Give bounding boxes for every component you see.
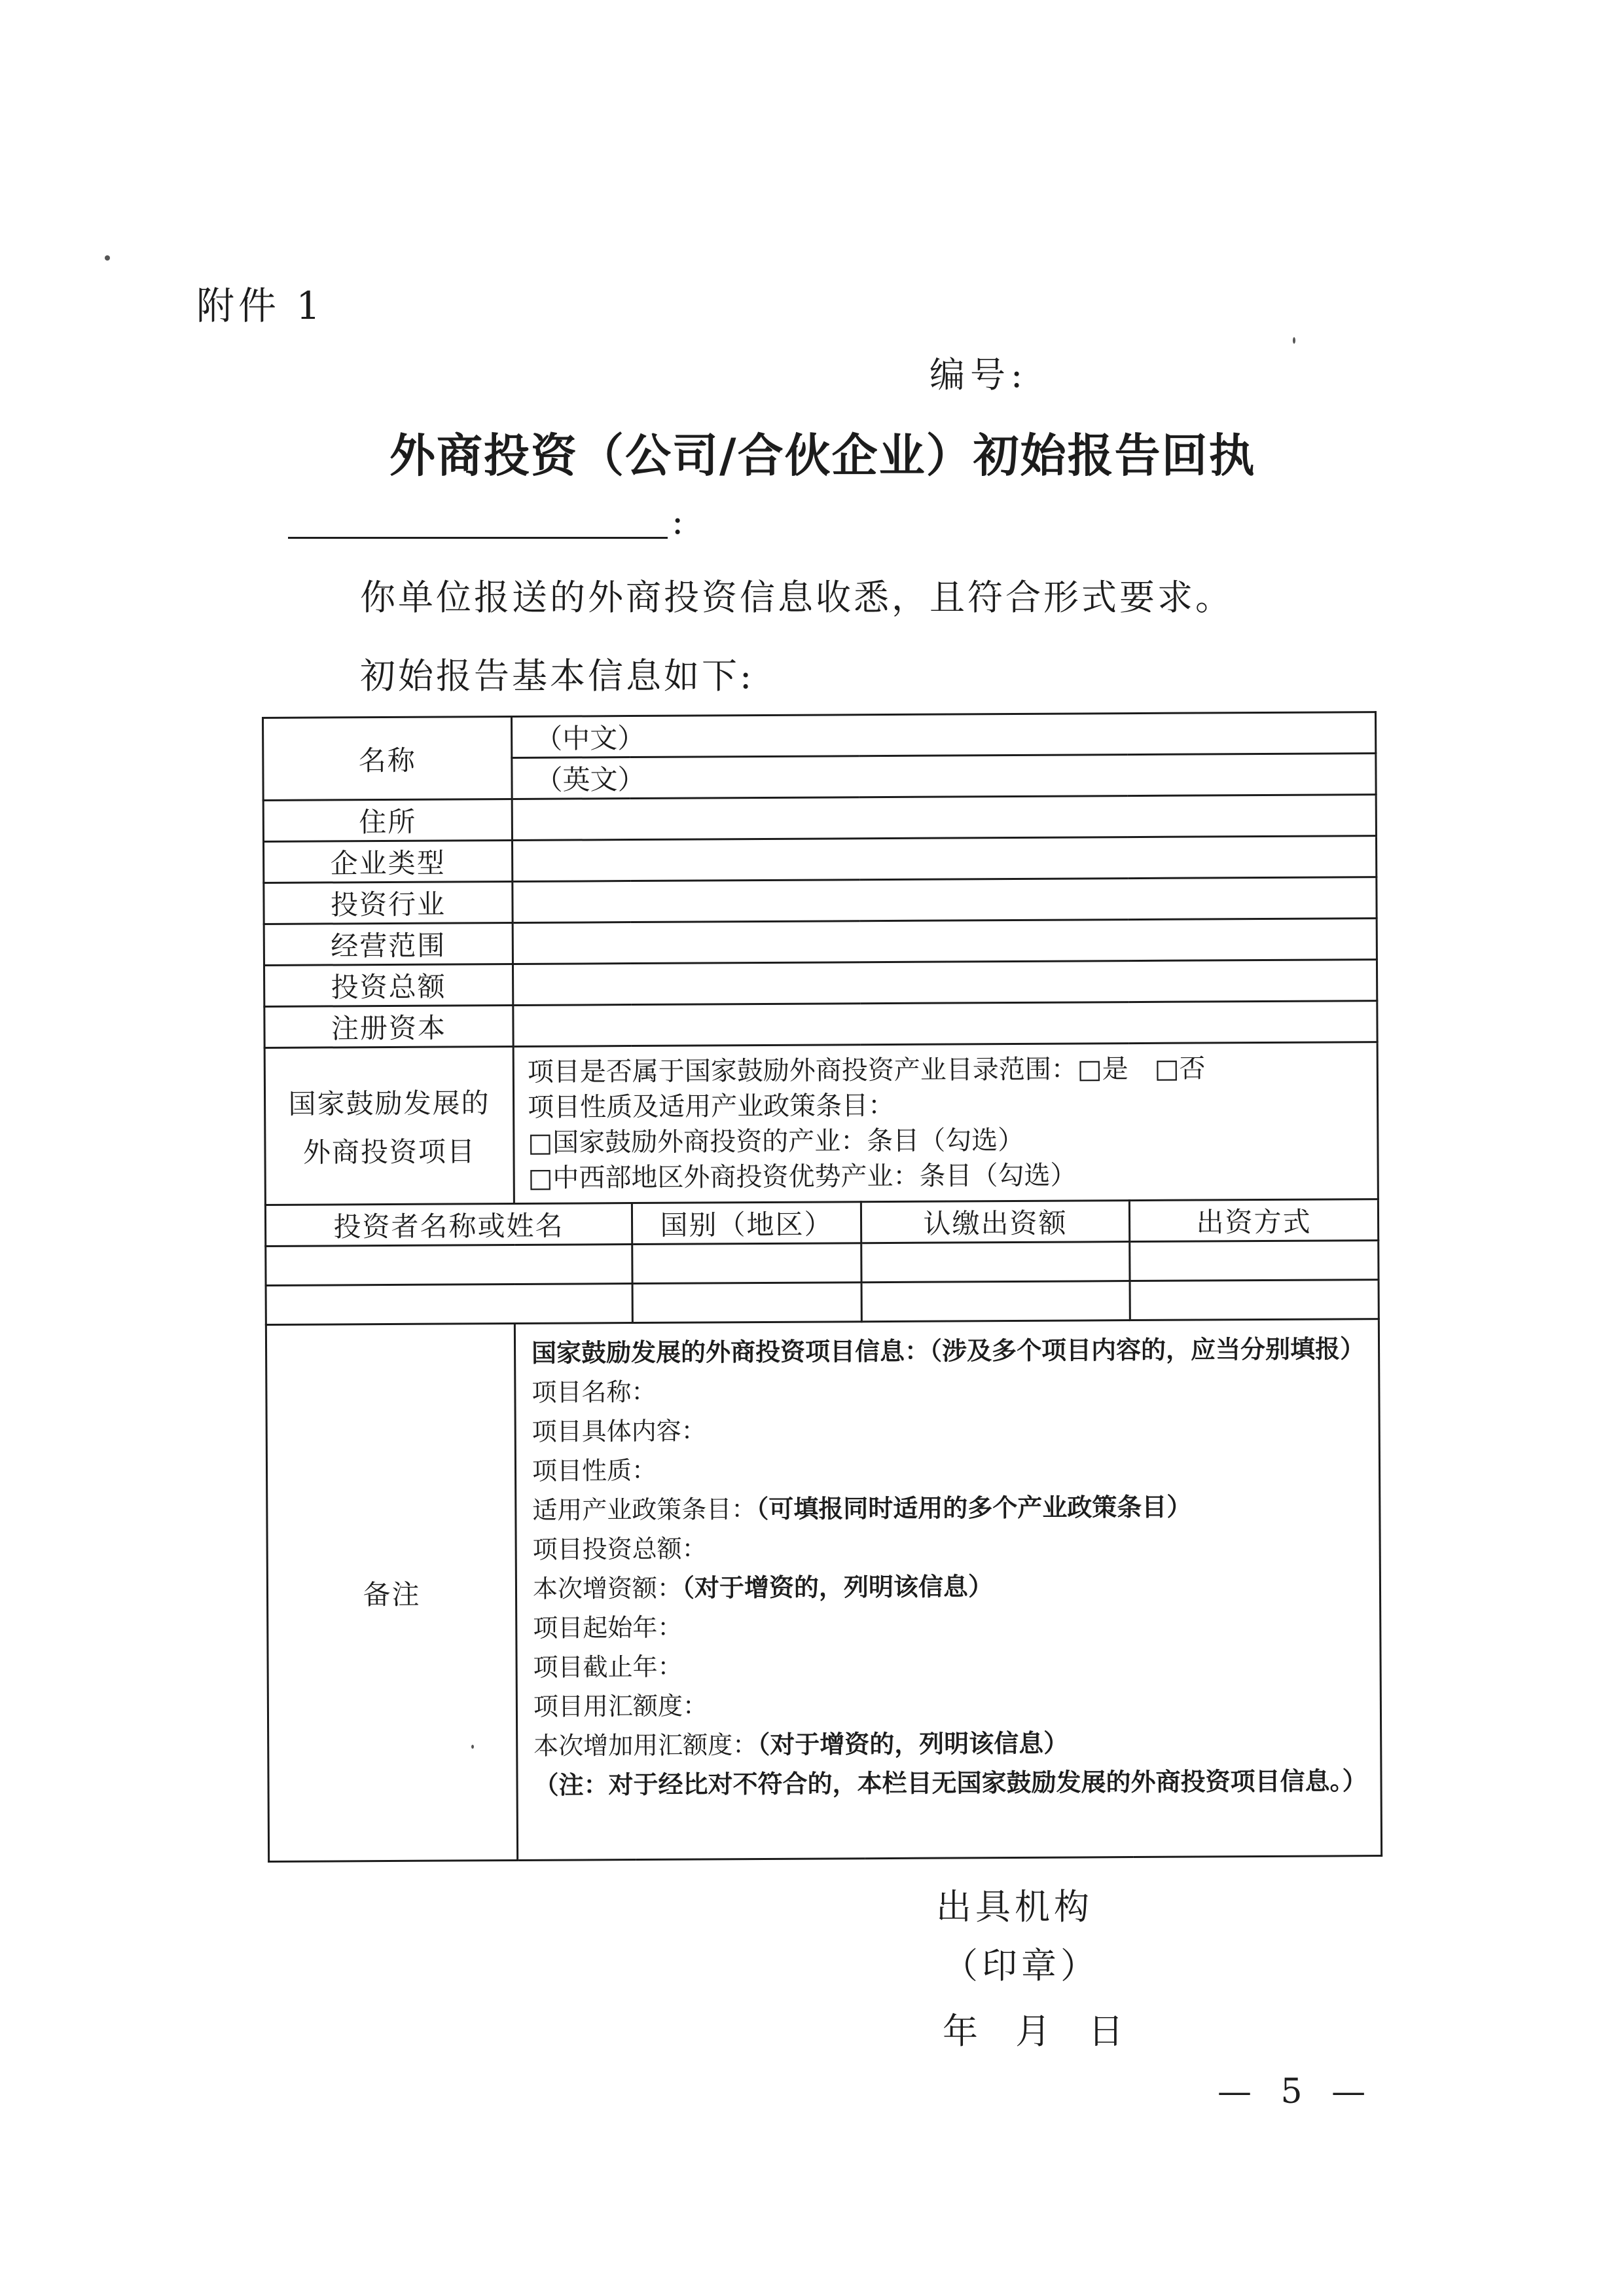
intro-paragraph-1: 你单位报送的外商投资信息收悉，且符合形式要求。 [360, 577, 1233, 618]
encouraged-project-details [513, 1042, 1378, 1204]
catalog-scope-question[interactable]: 项目是否属于国家鼓励外商投资产业目录范围：□是 □否 [527, 1053, 1206, 1087]
name-english-cell[interactable] [512, 754, 1376, 799]
investor-name-header: 投资者名称或姓名 [265, 1203, 632, 1247]
policy-item-label: 适用产业政策条目： [532, 1495, 757, 1525]
registered-capital-label: 注册资本 [264, 1005, 513, 1048]
contribution-method-header: 出资方式 [1129, 1199, 1378, 1242]
issuing-authority: 出具机构 [936, 1886, 1093, 1927]
project-total-investment-label: 项目投资总额： [532, 1534, 707, 1564]
remarks-heading: 国家鼓励发展的外商投资项目信息：（涉及多个项目内容的，应当分别填报） [531, 1334, 1365, 1368]
end-year-label: 项目截止年： [533, 1652, 683, 1682]
page-number: — 5 — [1218, 2072, 1375, 2111]
registered-capital-value[interactable] [513, 1001, 1377, 1047]
investor-row-1-country[interactable] [632, 1243, 861, 1284]
scan-speck [1293, 337, 1295, 344]
forex-quota-label: 项目用汇额度： [533, 1691, 708, 1721]
encouraged-label-line-1: 国家鼓励发展的 [288, 1086, 490, 1120]
policy-item-line [532, 1486, 1369, 1530]
enterprise-type-label: 企业类型 [263, 840, 512, 883]
remarks-label: 备注 [266, 1323, 517, 1861]
name-english-label: （英文） [535, 763, 645, 796]
forex-increase-line [533, 1722, 1371, 1766]
name-chinese-label: （中文） [535, 721, 645, 755]
encouraged-industry-checkbox[interactable]: □国家鼓励外商投资的产业：条目（勾选） [528, 1125, 1024, 1158]
intro-paragraph-2: 初始报告基本信息如下: [360, 655, 755, 697]
forex-increase-label: 本次增加用汇额度： [533, 1730, 758, 1760]
investor-row-2-name[interactable] [266, 1284, 632, 1325]
policy-item-note: （可填报同时适用的多个产业政策条目） [756, 1492, 1192, 1524]
addressee-blank-line [288, 504, 668, 539]
forex-increase-note: （对于增资的，列明该信息） [757, 1728, 1069, 1760]
investor-row-2-country[interactable] [632, 1283, 861, 1323]
remarks-footnote: （注：对于经比对不符合的，本栏目无国家鼓励发展的外商投资项目信息。） [533, 1766, 1367, 1800]
business-scope-value[interactable] [513, 919, 1377, 964]
business-scope-label: 经营范围 [264, 922, 513, 965]
encouraged-project-label [264, 1046, 514, 1205]
attachment-label: 附件 1 [196, 283, 325, 328]
industry-value[interactable] [513, 877, 1377, 923]
project-name-label: 项目名称： [532, 1377, 657, 1407]
capital-increase-line [533, 1565, 1370, 1609]
total-investment-label: 投资总额 [264, 964, 513, 1006]
seal-label: （印章） [943, 1945, 1100, 1986]
start-year-label: 项目起始年： [533, 1613, 683, 1643]
investor-row-2-capital[interactable] [861, 1281, 1130, 1322]
encouraged-label-line-2: 外商投资项目 [302, 1135, 477, 1169]
investor-row-1-capital[interactable] [861, 1242, 1130, 1283]
industry-label: 投资行业 [264, 881, 513, 924]
date-line: 年 月 日 [943, 2011, 1124, 2052]
scan-speck [471, 1745, 474, 1749]
address-value[interactable] [512, 795, 1376, 841]
investor-row-2-method[interactable] [1130, 1280, 1379, 1321]
investor-row-1-name[interactable] [266, 1245, 632, 1286]
name-chinese-cell[interactable] [512, 712, 1376, 758]
name-label: 名称 [263, 717, 513, 801]
subscribed-capital-header: 认缴出资额 [861, 1201, 1129, 1243]
project-content-label: 项目具体内容： [532, 1416, 706, 1446]
central-western-checkbox[interactable]: □中西部地区外商投资优势产业：条目（勾选） [528, 1159, 1077, 1194]
address-label: 住所 [263, 799, 512, 842]
total-investment-value[interactable] [513, 960, 1377, 1006]
scan-speck [105, 255, 110, 261]
addressee-colon: : [672, 501, 684, 542]
capital-increase-label: 本次增资额： [532, 1573, 683, 1603]
country-region-header: 国别（地区） [632, 1202, 861, 1245]
remarks-content[interactable] [514, 1319, 1381, 1861]
project-nature-policy-label: 项目性质及适用产业政策条目： [528, 1090, 895, 1123]
enterprise-type-value[interactable] [512, 836, 1376, 882]
investor-row-1-method[interactable] [1130, 1241, 1379, 1281]
project-nature-label: 项目性质： [532, 1455, 657, 1485]
serial-number-label: 编号: [929, 354, 1028, 395]
capital-increase-note: （对于增资的，列明该信息） [681, 1572, 994, 1603]
document-title: 外商投资（公司/合伙企业）初始报告回执 [389, 429, 1256, 483]
report-form-table [262, 711, 1380, 1863]
